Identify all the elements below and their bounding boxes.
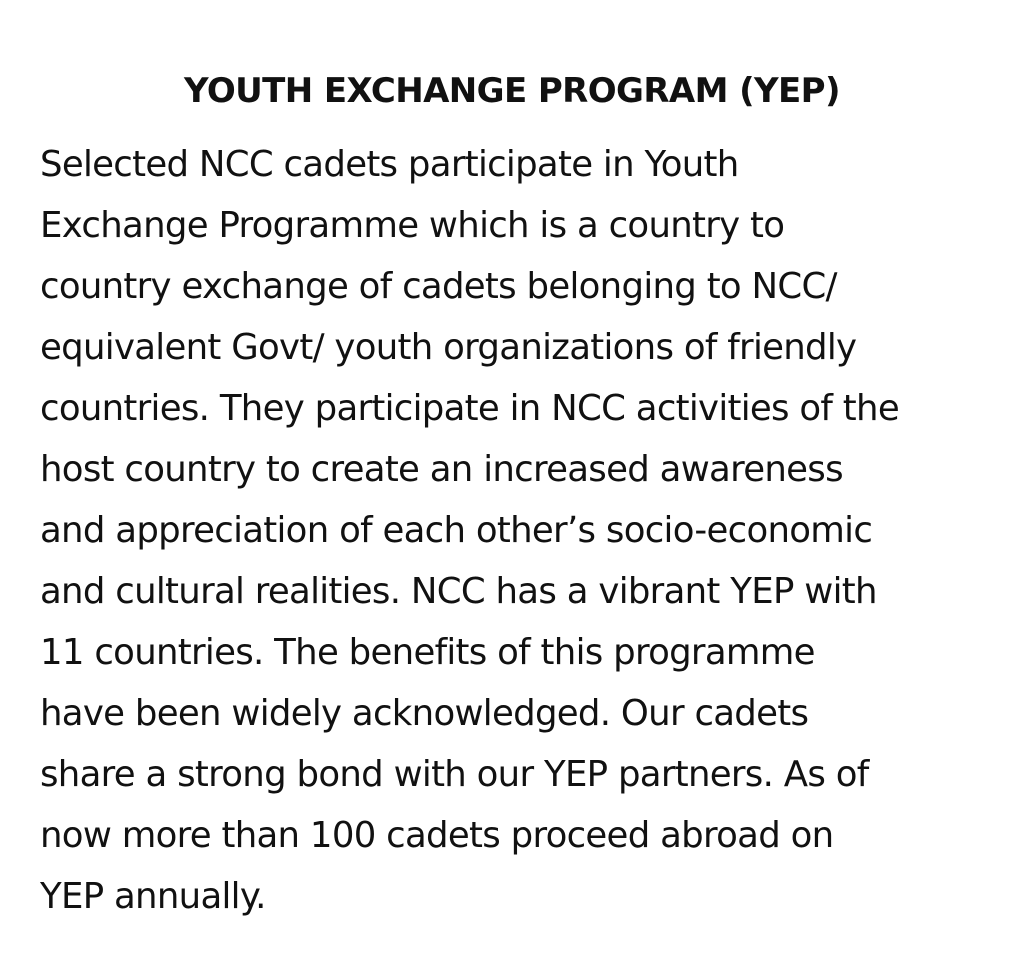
- body-line: equivalent Govt/ youth organizations of friendly: [40, 327, 857, 368]
- article-body: [40, 134, 1000, 927]
- body-line: and appreciation of each other’s socio-economic: [40, 510, 873, 551]
- body-line: country exchange of cadets belonging to NCC/: [40, 266, 837, 307]
- body-line: YEP annually.: [40, 876, 266, 917]
- body-line: 11 countries. The benefits of this programme: [40, 632, 815, 673]
- body-line: countries. They participate in NCC activities of the: [40, 388, 899, 429]
- body-line: and cultural realities. NCC has a vibrant YEP with: [40, 571, 877, 612]
- body-line: have been widely acknowledged. Our cadets: [40, 693, 809, 734]
- body-line: share a strong bond with our YEP partners. As of: [40, 754, 869, 795]
- body-line: Exchange Programme which is a country to: [40, 205, 785, 246]
- body-line: host country to create an increased awareness: [40, 449, 843, 490]
- body-line: now more than 100 cadets proceed abroad on: [40, 815, 834, 856]
- body-line: Selected NCC cadets participate in Youth: [40, 144, 739, 185]
- page-title: YOUTH EXCHANGE PROGRAM (YEP): [184, 70, 840, 111]
